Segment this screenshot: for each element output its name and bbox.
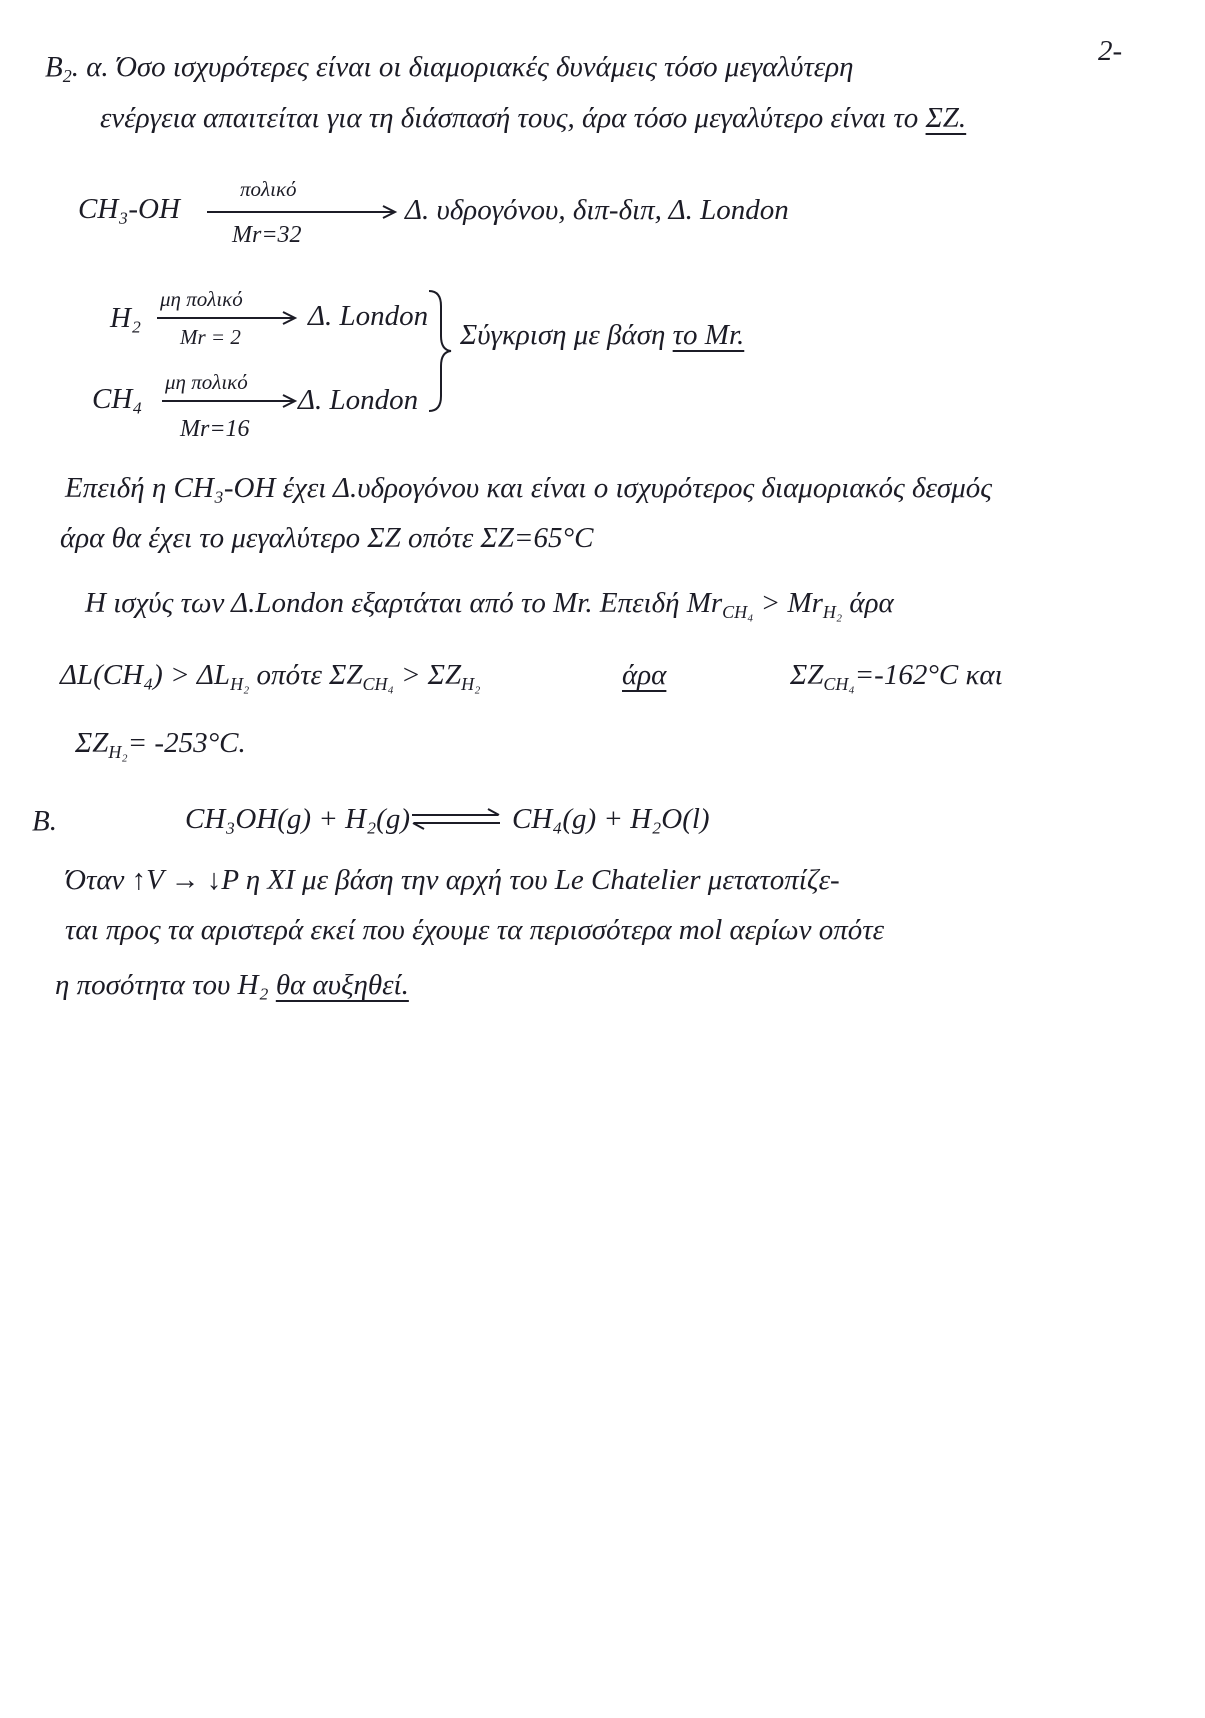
subscript: H₂ (108, 742, 128, 763)
compound-polarity: πολικό (240, 177, 297, 201)
question-label-dot: . (71, 51, 79, 83)
part-b-line-2: ται προς τα αριστερά εκεί που έχουμε τα περισσότερα mol αερίων οπότε (65, 914, 885, 946)
compound-forces: Δ. υδρογόνου, διπ-διπ, Δ. London (405, 194, 789, 226)
b2-line-2 (100, 103, 966, 135)
page-number: 2- (1098, 35, 1123, 67)
equation-products: CH₄(g) + H₂O(l) (512, 803, 710, 835)
methane-boiling-point (790, 659, 1003, 695)
explanation-line-2: άρα θα έχει το μεγαλύτερο ΣΖ οπότε ΣΖ=65°C (60, 522, 594, 554)
arrow-right-icon (160, 393, 300, 409)
compound-formula: H₂ (110, 302, 142, 334)
explanation-line-1: Επειδή η CH₃-OH έχει Δ.υδρογόνου και είναι ο ισχυρότερος διαμοριακός δεσμός (65, 472, 993, 504)
subquestion-label: α. (86, 51, 109, 83)
subscript: H₂ (822, 602, 843, 623)
compound-molar-mass: Mr=32 (232, 222, 302, 248)
hydrogen-boiling-point (75, 727, 246, 763)
text-segment: άρα (842, 587, 894, 619)
conclusion-word: άρα (622, 659, 667, 691)
b2-line-1-text: Όσο ισχυρότερες είναι οι διαμοριακές δυνάμεις τόσο μεγαλύτερη (115, 51, 854, 83)
compound-molar-mass: Mr=16 (180, 416, 250, 442)
subscript: CH₄ (823, 674, 855, 695)
text-segment: =-162°C και (854, 659, 1003, 691)
text-segment: > ΣΖ (393, 659, 462, 691)
part-b-line-1: Όταν ↑V → ↓P η ΧΙ με βάση την αρχή του Le Chatelier μετατοπίζε- (65, 864, 840, 896)
part-b-line-3 (55, 970, 409, 1002)
equation-reactants: CH₃OH(g) + H₂(g) (185, 803, 410, 835)
text-segment: ΔL(CH₄) > ΔL (60, 659, 231, 691)
arrow-right-icon (155, 310, 300, 326)
compound-polarity: μη πολικό (160, 287, 243, 311)
comparison-note (460, 320, 744, 352)
compound-molar-mass: Mr = 2 (180, 325, 241, 349)
b2-line-1 (45, 51, 854, 87)
question-label: Β. (32, 805, 57, 837)
subscript: CH₄ (362, 674, 394, 695)
text-segment: = -253°C. (127, 727, 246, 759)
compound-forces: Δ. London (298, 384, 419, 416)
compound-formula: CH₃-OH (78, 193, 180, 225)
explanation-line-3 (85, 587, 894, 623)
subscript: H₂ (230, 674, 250, 695)
question-label-subscript: 2 (62, 66, 72, 87)
curly-brace-icon (425, 288, 455, 414)
question-label: Β (45, 51, 63, 83)
compound-polarity: μη πολικό (165, 370, 248, 394)
compound-formula: CH₄ (92, 383, 143, 415)
b2-line-2-text: ενέργεια απαιτείται για τη διάσπασή τους, άρα τόσο μεγαλύτερο είναι το (100, 102, 919, 134)
comparison-text: Σύγκριση με βάση (460, 319, 666, 351)
explanation-line-4 (60, 659, 481, 695)
text-segment: ΣΖ (75, 727, 109, 759)
compound-forces: Δ. London (308, 300, 429, 332)
text-segment: οπότε ΣΖ (249, 659, 363, 691)
part-b-line-3-text: η ποσότητα του H₂ (55, 969, 269, 1001)
comparison-criterion: το Mr. (672, 319, 745, 351)
boiling-point-term: ΣΖ. (925, 102, 967, 134)
subscript: H₂ (461, 674, 481, 695)
text-segment: Η ισχύς των Δ.London εξαρτάται από το Mr. Επειδή Mr (85, 587, 723, 619)
subscript: CH₄ (722, 602, 754, 623)
arrow-right-icon (205, 204, 400, 220)
text-segment: ΣΖ (790, 659, 824, 691)
text-segment: > Mr (753, 587, 823, 619)
equilibrium-arrow-icon (410, 808, 502, 830)
part-b-conclusion: θα αυξηθεί. (275, 969, 409, 1001)
